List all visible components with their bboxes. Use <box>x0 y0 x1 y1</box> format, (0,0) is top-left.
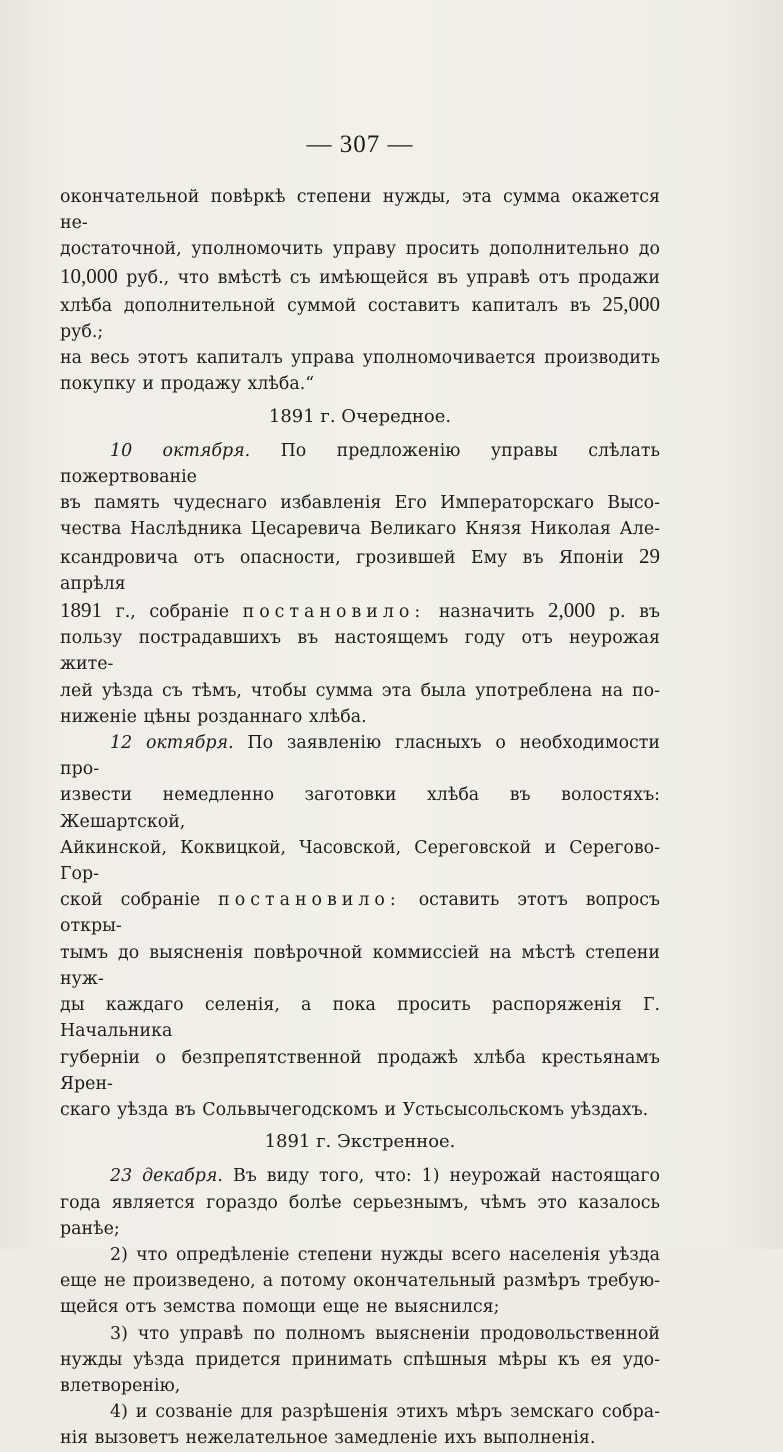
text-fragment: По предложенію управы слѣлать пожертвованіе <box>60 440 660 488</box>
section-heading: 1891 г. Экстренное. <box>264 1131 456 1153</box>
text-line: ды каждаго селенія, а пока просить распоряженія Г. Начальника <box>60 995 660 1042</box>
paragraph-point-3 <box>60 1321 660 1400</box>
text-line: ниженіе цѣны розданнаго хлѣба. <box>60 706 367 727</box>
text-line: 2) что опредѣленіе степени нужды всего населенія уѣзда <box>110 1244 660 1265</box>
text-line: щейся отъ земства помощи еще не выяснился; <box>60 1297 500 1318</box>
text-line: 3) что управѣ по полномъ выясненіи продовольственной <box>110 1323 660 1344</box>
text-fragment: руб., что вмѣстѣ съ имѣющейся въ управѣ отъ продажи <box>117 267 660 288</box>
text-line: еще не произведено, а потому окончательный размѣръ требую- <box>60 1271 660 1292</box>
entry-date: 23 декабря. <box>110 1166 223 1187</box>
text-line: лей уѣзда съ тѣмъ, чтобы сумма эта была употреблена на по- <box>60 680 660 701</box>
amount: 2,000 <box>548 598 596 623</box>
resolution-word: постановило: <box>218 890 401 911</box>
text-line: влетворенію, <box>60 1375 181 1396</box>
text-line <box>60 597 660 625</box>
text-fragment: Въ виду того, что: 1) неурожай настоящаго <box>222 1166 660 1187</box>
text-line: тымъ до выясненія повѣрочной коммиссіей на мѣстѣ степени нуж- <box>60 942 660 989</box>
paragraph-oct-10 <box>60 438 660 730</box>
entry-date: 12 октября. <box>110 733 234 754</box>
text-fragment: оставить этотъ вопросъ откры- <box>60 890 660 937</box>
text-line: нужды уѣзда придется принимать спѣшныя мѣры къ ея удо- <box>60 1349 660 1370</box>
text-fragment: хлѣба дополнительной суммой составитъ капиталъ въ <box>60 295 603 316</box>
text-fragment: апрѣля <box>60 573 126 594</box>
text-fragment: руб.; <box>60 322 104 343</box>
text-line: въ память чудеснаго избавленія Его Императорскаго Высо- <box>60 493 660 514</box>
text-line: на весь этотъ капиталъ управа уполномочивается производить <box>60 348 660 369</box>
paragraph-dec-23 <box>60 1163 660 1242</box>
date-number: 29 <box>639 543 660 568</box>
text-fragment: р. въ <box>595 602 660 623</box>
text-line: достаточной, уполномочить управу просить дополнительно до <box>60 239 660 260</box>
text-line: нія вызоветъ нежелательное замедленіе ихъ выполненія. <box>60 1428 596 1449</box>
text-line: скаго уѣзда въ Сольвычегодскомъ и Устьсысольскомъ уѣздахъ. <box>60 1099 649 1120</box>
entry-date: 10 октября. <box>110 440 251 461</box>
text-fragment: г., собраніе <box>102 602 243 623</box>
text-line: ранѣе; <box>60 1218 120 1239</box>
text-line <box>60 438 660 490</box>
text-line <box>60 887 660 939</box>
resolution-word: постановило: <box>242 602 426 623</box>
text-line <box>60 543 660 597</box>
text-fragment: ской собраніе <box>60 890 219 911</box>
text-fragment: По заявленію гласныхъ о необходимости про- <box>60 733 660 780</box>
text-line: 4) и созваніе для разрѣшенія этихъ мѣръ земскаго собра- <box>110 1402 660 1423</box>
paragraph-continuation <box>60 184 660 398</box>
paragraph-point-4 <box>60 1399 660 1451</box>
text-line: извести немедленно заготовки хлѣба въ волостяхъ: Жешартской, <box>60 785 660 832</box>
text-line: года является гораздо болѣе серьезнымъ, чѣмъ это казалось <box>60 1192 660 1213</box>
text-fragment: назначить <box>425 602 549 623</box>
amount: 10,000 <box>60 263 118 288</box>
text-line <box>60 1163 660 1189</box>
text-line <box>60 291 660 345</box>
text-line: окончательной повѣркѣ степени нужды, эта сумма окажется не- <box>60 187 660 234</box>
year: 1891 <box>60 598 102 623</box>
text-line: Айкинской, Коквицкой, Часовской, Сереговской и Серегово-Гор- <box>60 837 660 885</box>
page-number: — 307 — <box>306 131 414 158</box>
text-line: чества Наслѣдника Цесаревича Великаго Князя Николая Але- <box>60 519 660 540</box>
text-fragment: ксандровича отъ опасности, грозившей Ему въ Японіи <box>60 547 639 568</box>
amount: 25,000 <box>602 291 660 316</box>
text-line <box>60 263 660 291</box>
text-line: покупку и продажу хлѣба.“ <box>60 374 315 395</box>
text-line: губерніи о безпрепятственной продажѣ хлѣба крестьянамъ Ярен- <box>60 1047 660 1094</box>
text-line <box>60 730 660 782</box>
paragraph-oct-12 <box>60 730 660 1123</box>
page-text <box>60 128 660 1452</box>
paragraph-point-2 <box>60 1242 660 1321</box>
text-line: пользу пострадавшихъ въ настоящемъ году отъ неурожая жите- <box>60 628 660 675</box>
section-heading: 1891 г. Очередное. <box>268 405 452 427</box>
